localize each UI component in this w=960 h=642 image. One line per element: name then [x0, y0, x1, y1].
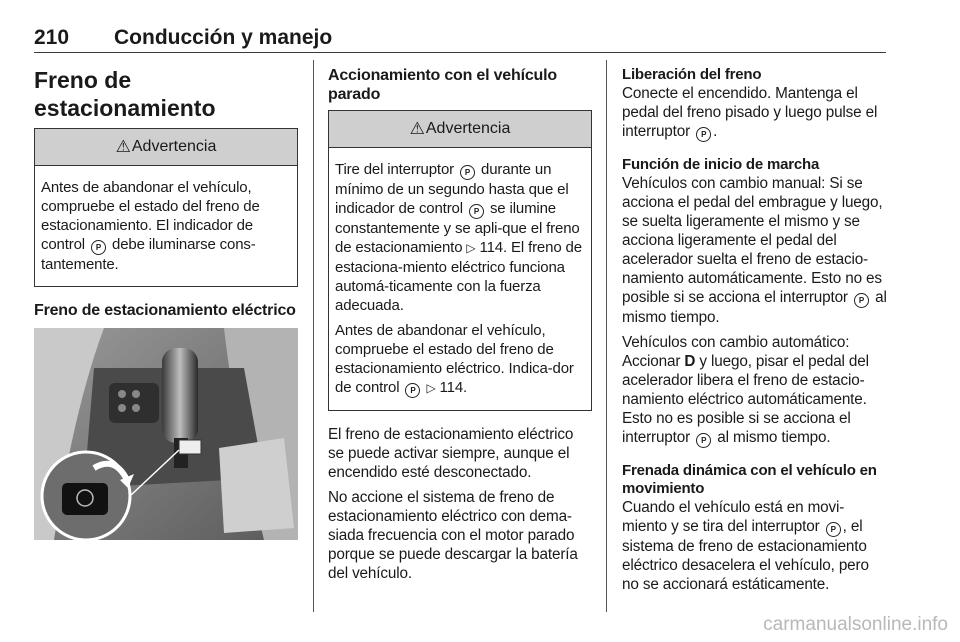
page-number: 210 — [34, 26, 70, 49]
warning-box — [328, 110, 592, 411]
watermark: carmanualsonline.info — [763, 614, 948, 635]
body-text: El freno de estacionamiento eléctrico se puede activar siempre, aunque el encendido esté desconectado. — [328, 426, 574, 481]
body-text: Conecte el encendido. Mantenga el pedal del freno pisado y luego pulse el interruptor P . — [622, 85, 878, 140]
section-heading: Accionamiento con el vehículo parado — [328, 67, 557, 103]
warning-text: Antes de abandonar el vehículo, compruebe el estado del freno de estacionamiento. El indicador de control P debe iluminarse cons-tantemente. — [41, 179, 260, 273]
warning-header — [329, 111, 591, 148]
parking-brake-icon: P — [696, 433, 711, 448]
section-heading: Función de inicio de marcha — [622, 156, 820, 173]
body-text: Vehículos con cambio manual: Si se acciona el pedal del embrague y luego, se suelta ligeramente el mismo y se acciona ligeramente el pedal del acelerador suelta el freno de estacio-namiento automáticamente. Esto no es posible si se acciona el interruptor P al mismo tiempo. — [622, 175, 887, 326]
column-2 — [328, 60, 592, 589]
body-text: Vehículos con cambio automático: Accionar D y luego, pisar el pedal del acelerador libera el freno de estacio-namiento eléctrico automáticamente. Esto no es posible si se acciona el interruptor P al mismo tiempo. — [622, 334, 869, 446]
warning-triangle-icon: ⚠ — [409, 119, 425, 138]
parking-brake-icon: P — [460, 165, 475, 180]
page-ref-icon: ▷ — [426, 381, 436, 395]
parking-brake-switch-image — [34, 328, 298, 540]
parking-brake-icon: P — [91, 240, 106, 255]
warning-header — [35, 129, 297, 166]
page-header — [34, 22, 886, 53]
parking-brake-icon: P — [826, 522, 841, 537]
warning-text: Antes de abandonar el vehículo, compruebe el estado del freno de estacionamiento eléctrico. Indica-dor de control P ▷ 114. — [335, 322, 574, 396]
section-title: Conducción y manejo — [114, 26, 333, 49]
column-3 — [622, 60, 888, 600]
parking-brake-icon: P — [854, 293, 869, 308]
section-heading: Freno de estacionamiento eléctrico — [34, 302, 296, 319]
warning-title: Advertencia — [425, 120, 511, 137]
body-text: No accione el sistema de freno de estacionamiento eléctrico con dema-siada frecuencia con el motor parado porque se puede descargar la batería del vehículo. — [328, 489, 578, 582]
column-1 — [34, 60, 298, 540]
parking-brake-icon: P — [405, 383, 420, 398]
warning-box — [34, 128, 298, 287]
body-text: Cuando el vehículo está en movi-miento y se tira del interruptor P , el sistema de freno de estacionamiento eléctrico desacelera el vehículo, pero no se accionará estáticamente. — [622, 499, 869, 593]
column-divider — [313, 60, 314, 612]
section-heading: Liberación del freno — [622, 66, 762, 83]
page-heading: Freno de estacionamiento — [34, 67, 216, 121]
parking-brake-icon: P — [696, 127, 711, 142]
warning-text: Tire del interruptor P durante un mínimo de un segundo hasta que el indicador de control P se ilumine constantemente y se apli-que el freno de estacionamiento ▷ 114. El freno de estaciona-miento eléctrico funciona automá-ticamente con la fuerza adecuada. — [335, 161, 582, 314]
parking-brake-icon: P — [469, 204, 484, 219]
section-heading: Frenada dinámica con el vehículo en movimiento — [622, 462, 877, 497]
warning-triangle-icon: ⚠ — [115, 137, 131, 156]
page-ref-icon: ▷ — [466, 241, 476, 255]
warning-title: Advertencia — [131, 138, 217, 155]
column-divider — [606, 60, 607, 612]
